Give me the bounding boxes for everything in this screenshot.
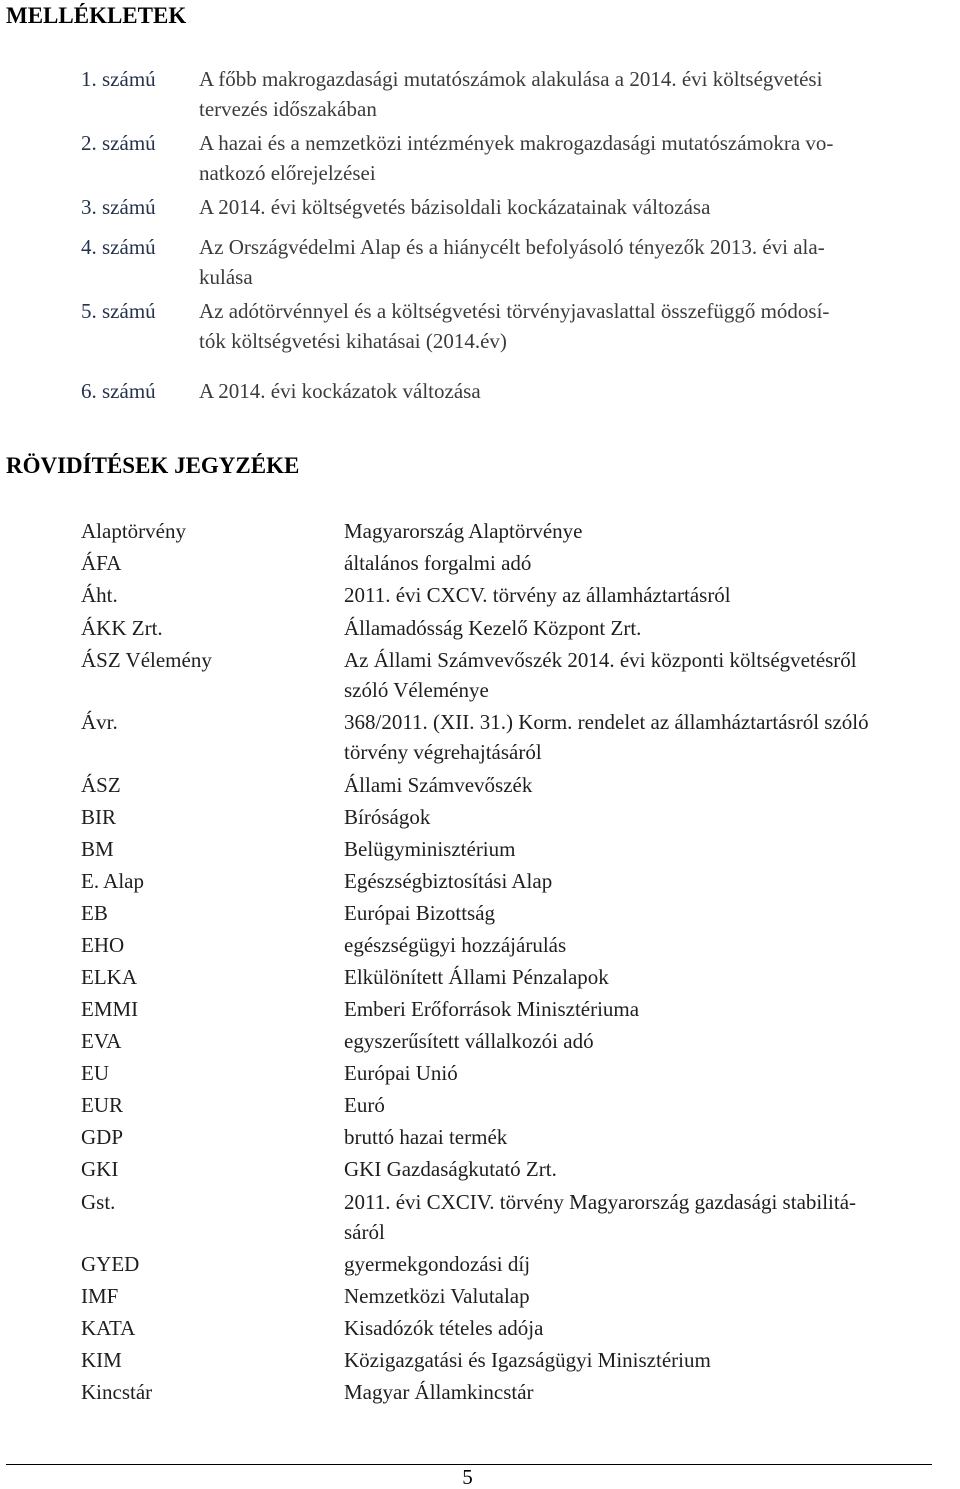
page-number: 5	[462, 1465, 473, 1489]
abbreviation-definition-line: 368/2011. (XII. 31.) Korm. rendelet az államháztartásról szóló	[344, 710, 869, 734]
abbreviation-term: EU	[81, 1061, 109, 1085]
abbreviation-definition-line: Az Állami Számvevőszék 2014. évi központi költségvetésről	[344, 648, 857, 672]
annex-number: 1. számú	[81, 67, 156, 91]
abbreviation-definition	[344, 613, 960, 643]
annex-title-line: tók költségvetési kihatásai (2014.év)	[199, 329, 507, 353]
annex-title	[199, 192, 934, 222]
annex-number: 4. számú	[81, 235, 156, 259]
annex-title-line: A 2014. évi költségvetés bázisoldali kockázatainak változása	[199, 195, 711, 219]
abbreviation-term: EUR	[81, 1093, 123, 1117]
annex-title-line: natkozó előrejelzései	[199, 161, 376, 185]
abbreviation-term: Kincstár	[81, 1380, 153, 1404]
abbreviation-definition	[344, 1377, 960, 1407]
abbreviation-term: Áht.	[81, 583, 118, 607]
annex-title	[199, 296, 934, 356]
abbreviation-term: GDP	[81, 1125, 124, 1149]
abbreviation-term: KIM	[81, 1348, 122, 1372]
abbreviation-term: EHO	[81, 933, 125, 957]
abbreviation-term: GYED	[81, 1252, 140, 1276]
abbreviation-definition	[344, 1281, 960, 1311]
abbreviation-definition-line: GKI Gazdaságkutató Zrt.	[344, 1157, 557, 1181]
abbreviation-term: EB	[81, 901, 108, 925]
abbreviation-definition	[344, 1187, 960, 1247]
abbreviation-definition-line: szóló Véleménye	[344, 678, 489, 702]
abbreviation-definition	[344, 1345, 960, 1375]
abbreviation-term: Alaptörvény	[81, 519, 186, 543]
annex-title-line: Az Országvédelmi Alap és a hiánycélt befolyásoló tényezők 2013. évi ala-	[199, 235, 825, 259]
abbreviation-definition	[344, 930, 960, 960]
abbreviation-definition	[344, 516, 960, 546]
abbreviation-definition-line: Nemzetközi Valutalap	[344, 1284, 530, 1308]
abbreviation-definition-line: Állami Számvevőszék	[344, 773, 533, 797]
abbreviation-definition	[344, 962, 960, 992]
annex-title-line: kulása	[199, 265, 253, 289]
annex-title-line: A hazai és a nemzetközi intézmények makrogazdasági mutatószámokra vo-	[199, 131, 834, 155]
abbreviation-definition-line: Magyar Államkincstár	[344, 1380, 534, 1404]
abbreviation-definition	[344, 1313, 960, 1343]
abbreviation-term: Ávr.	[81, 710, 118, 734]
abbreviation-term: KATA	[81, 1316, 136, 1340]
abbreviation-term: GKI	[81, 1157, 119, 1181]
annex-title-line: A főbb makrogazdasági mutatószámok alakulása a 2014. évi költségvetési	[199, 67, 823, 91]
abbreviation-definition	[344, 548, 960, 578]
abbreviation-definition-line: Emberi Erőforrások Minisztériuma	[344, 997, 640, 1021]
abbreviation-definition	[344, 1154, 960, 1184]
abbreviation-definition-line: Európai Bizottság	[344, 901, 496, 925]
annexes-heading: MELLÉKLETEK	[6, 3, 187, 28]
abbreviation-definition	[344, 802, 960, 832]
abbreviation-definition-line: Magyarország Alaptörvénye	[344, 519, 583, 543]
abbreviation-definition-line: bruttó hazai termék	[344, 1125, 508, 1149]
annex-number: 2. számú	[81, 131, 156, 155]
abbreviation-definition	[344, 645, 960, 705]
abbreviation-term: ÁKK Zrt.	[81, 616, 163, 640]
annex-title	[199, 64, 934, 124]
abbreviation-definition-line: törvény végrehajtásáról	[344, 740, 542, 764]
annex-number: 6. számú	[81, 379, 156, 403]
annex-title	[199, 376, 934, 406]
annex-title-line: tervezés időszakában	[199, 97, 377, 121]
abbreviation-term: ELKA	[81, 965, 137, 989]
abbreviation-definition	[344, 580, 960, 610]
abbreviation-definition-line: Egészségbiztosítási Alap	[344, 869, 553, 893]
abbreviation-definition-line: 2011. évi CXCV. törvény az államháztartásról	[344, 583, 731, 607]
abbreviation-definition	[344, 1249, 960, 1279]
abbreviation-definition	[344, 1122, 960, 1152]
abbreviation-definition-line: Elkülönített Állami Pénzalapok	[344, 965, 609, 989]
abbreviation-term: Gst.	[81, 1190, 116, 1214]
abbreviation-definition-line: egyszerűsített vállalkozói adó	[344, 1029, 594, 1053]
abbreviation-definition	[344, 770, 960, 800]
annex-title	[199, 128, 934, 188]
abbreviation-definition-line: Euró	[344, 1093, 385, 1117]
abbreviation-definition-line: általános forgalmi adó	[344, 551, 532, 575]
abbreviation-term: EMMI	[81, 997, 139, 1021]
abbreviation-definition	[344, 707, 960, 767]
abbreviation-definition	[344, 994, 960, 1024]
annex-title-line: A 2014. évi kockázatok változása	[199, 379, 481, 403]
abbreviation-term: IMF	[81, 1284, 119, 1308]
abbreviation-term: ÁFA	[81, 551, 122, 575]
abbreviation-definition	[344, 1090, 960, 1120]
abbreviation-term: EVA	[81, 1029, 122, 1053]
abbreviations-heading: RÖVIDÍTÉSEK JEGYZÉKE	[6, 453, 300, 478]
abbreviation-definition	[344, 834, 960, 864]
annex-number: 3. számú	[81, 195, 156, 219]
abbreviation-definition-line: Európai Unió	[344, 1061, 458, 1085]
annex-title	[199, 232, 934, 292]
abbreviation-definition-line: Belügyminisztérium	[344, 837, 516, 861]
abbreviation-definition-line: Bíróságok	[344, 805, 431, 829]
abbreviation-term: BM	[81, 837, 114, 861]
abbreviation-term: ÁSZ	[81, 773, 121, 797]
abbreviation-definition-line: sáról	[344, 1220, 385, 1244]
annex-title-line: Az adótörvénnyel és a költségvetési törvényjavaslattal összefüggő módosí-	[199, 299, 830, 323]
abbreviation-term: ÁSZ Vélemény	[81, 648, 212, 672]
annex-number: 5. számú	[81, 299, 156, 323]
abbreviation-term: E. Alap	[81, 869, 144, 893]
abbreviation-definition-line: Közigazgatási és Igazságügyi Minisztérium	[344, 1348, 711, 1372]
abbreviation-definition	[344, 1026, 960, 1056]
abbreviation-definition-line: Államadósság Kezelő Központ Zrt.	[344, 616, 642, 640]
abbreviation-definition-line: egészségügyi hozzájárulás	[344, 933, 567, 957]
abbreviation-definition-line: 2011. évi CXCIV. törvény Magyarország gazdasági stabilitá-	[344, 1190, 857, 1214]
abbreviation-term: BIR	[81, 805, 117, 829]
abbreviation-definition	[344, 898, 960, 928]
abbreviation-definition	[344, 866, 960, 896]
abbreviation-definition-line: Kisadózók tételes adója	[344, 1316, 544, 1340]
abbreviation-definition	[344, 1058, 960, 1088]
abbreviation-definition-line: gyermekgondozási díj	[344, 1252, 531, 1276]
